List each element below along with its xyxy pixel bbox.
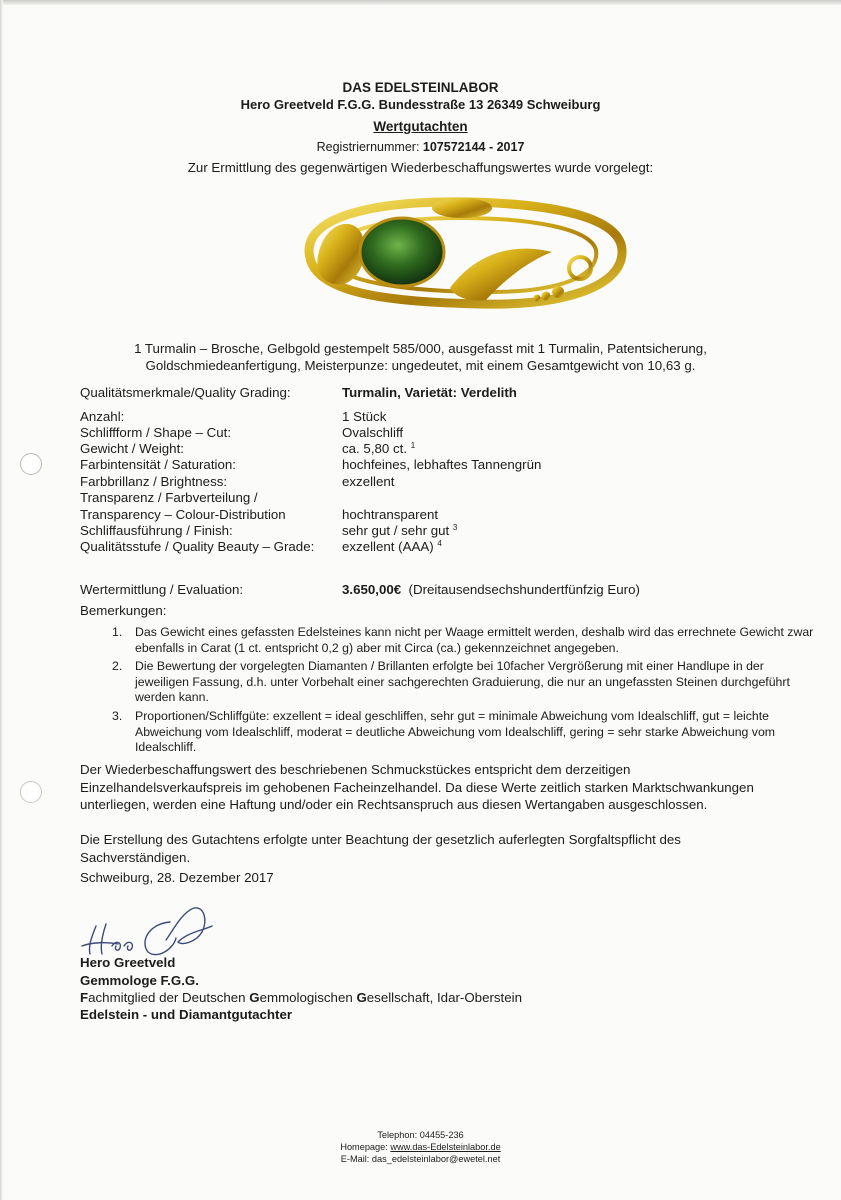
remarks-title: Bemerkungen: (80, 603, 167, 618)
grading-header-value: Turmalin, Varietät: Verdelith (342, 385, 517, 400)
grading-value: exzellent (342, 474, 395, 489)
evaluation-value (342, 582, 640, 597)
grading-value: ca. 5,80 ct. $^1$ (342, 441, 416, 456)
signer-membership: Fachmitglied der Deutschen Gemmologischen Gesellschaft, Idar-Oberstein (80, 990, 522, 1005)
signer-role: Edelstein - und Diamantgutachter (80, 1007, 293, 1022)
evaluation-amount: 3.650,00€ (342, 582, 402, 597)
grading-label: Schliffform / Shape – Cut: (80, 425, 232, 440)
grading-value: hochfeines, lebhaftes Tannengrün (342, 457, 542, 472)
scan-top-edge (0, 0, 841, 5)
grading-value: sehr gut / sehr gut $^3$ (342, 523, 458, 538)
punch-hole-upper (20, 453, 42, 475)
registration-label: Registriernummer: (316, 140, 420, 154)
grading-label: Gewicht / Weight: (80, 441, 184, 456)
item-description-line: 1 Turmalin – Brosche, Gelbgold gestempelt 585/000, ausgefasst mit 1 Turmalin, Patentsicherung, (134, 341, 707, 356)
document-title: Wertgutachten (373, 119, 468, 134)
footnote-ref: 3 (452, 523, 458, 532)
intro-text: Zur Ermittlung des gegenwärtigen Wiederbeschaffungswertes wurde vorgelegt: (187, 160, 654, 175)
footer-phone: Telephon: 04455-236 (377, 1130, 464, 1140)
brooch-top-band (432, 198, 492, 218)
registration-number: 107572144 - 2017 (422, 140, 525, 154)
grading-value: Ovalschliff (342, 425, 404, 440)
item-description-line: Goldschmiedeanfertigung, Meisterpunze: ungedeutet, mit einem Gesamtgewicht von 10,63 g. (145, 358, 696, 373)
brooch-photo (290, 188, 630, 316)
grading-value: hochtransparent (342, 507, 439, 522)
remark-number: 1. (112, 625, 123, 639)
gold-ball (534, 295, 541, 302)
tourmaline-stone (360, 218, 444, 286)
grading-label: Farbintensität / Saturation: (80, 457, 236, 472)
grading-header-label: Qualitätsmerkmale/Quality Grading: (80, 385, 291, 400)
grading-label: Schliffausführung / Finish: (80, 523, 233, 538)
evaluation-amount-words: (Dreitausendsechshundertfünfzig Euro) (408, 582, 640, 597)
item-description (0, 340, 841, 374)
grading-value: exzellent (AAA) $^4$ (342, 539, 442, 554)
remark-number: 3. (112, 709, 123, 723)
grading-value: 1 Stück (342, 409, 387, 424)
email-address[interactable]: das_edelsteinlabor@ewetel.net (371, 1154, 501, 1164)
diligence-paragraph: Die Erstellung des Gutachtens erfolgte unter Beachtung der gesetzlich auferlegten Sorgfaltspflicht des Sachverständigen. (80, 832, 681, 865)
gold-ball (552, 286, 564, 298)
scan-left-edge (0, 0, 3, 1200)
footnote-ref: 4 (437, 539, 442, 548)
evaluation-label: Wertermittlung / Evaluation: (80, 582, 244, 597)
grading-label: Farbbrillanz / Brightness: (80, 474, 228, 489)
remark-number: 2. (112, 659, 123, 673)
grading-label: Transparency – Colour-Distribution (80, 507, 286, 522)
remark-text: Die Bewertung der vorgelegten Diamanten / Brillanten erfolgte bei 10facher Vergrößerung mit einer Handlupe in der jeweiligen Fassung, d.h. unter Vorbehalt einer sachgerechten Graduierung, die nur an ungefassten Steinen durchgeführt werden kann. (135, 659, 790, 705)
gold-ball (542, 292, 551, 301)
brooch-left-wing (317, 224, 364, 285)
registration (0, 140, 841, 154)
grading-label: Qualitätsstufe / Quality Beauty – Grade: (80, 539, 315, 554)
handwritten-signature (78, 902, 218, 962)
lab-address: Hero Greetveld F.G.G. Bundesstraße 13 26349 Schweiburg (240, 97, 601, 112)
lab-name: DAS EDELSTEINLABOR (342, 80, 499, 95)
homepage-link[interactable]: www.das-Edelsteinlabor.de (390, 1142, 501, 1152)
place-date: Schweiburg, 28. Dezember 2017 (80, 870, 274, 885)
remark-text: Proportionen/Schliffgüte: exzellent = ideal geschliffen, sehr gut = minimale Abweichung vom Idealschliff, gut = leichte Abweichung vom Idealschliff, moderat = deutliche Abweichung vom Idealschliff, gering = sehr starke Abweichung vom Idealschliff. (135, 709, 776, 755)
grading-label: Transparenz / Farbverteilung / (80, 490, 258, 505)
footer-homepage: Homepage: www.das-Edelsteinlabor.de (340, 1142, 501, 1152)
signer-name: Hero Greetveld (80, 955, 176, 970)
replacement-value-paragraph: Der Wiederbeschaffungswert des beschriebenen Schmuckstückes entspricht dem derzeitigen Einzelhandelsverkaufspreis im gehobenen Facheinzelhandel. Da diese Werte zeitlich starken Marktschwankungen unterliegen, werden eine Haftung und/oder ein Rechtsanspruch aus diesen Wertangaben ausgeschlossen. (80, 762, 754, 813)
remark-text: Das Gewicht eines gefassten Edelsteines kann nicht per Waage ermittelt werden, deshalb wird das errechnete Gewicht zwar ebenfalls in Carat (1 ct. entspricht 0,2 g) aber mit Circa (ca.) gekennzeichnet angegeben. (135, 625, 814, 655)
footer-email: E-Mail: das_edelsteinlabor@ewetel.net (340, 1154, 501, 1164)
grading-label: Anzahl: (80, 409, 125, 424)
footnote-ref: 1 (410, 441, 416, 450)
punch-hole-lower (20, 781, 42, 803)
signer-title: Gemmologe F.G.G. (80, 973, 199, 988)
